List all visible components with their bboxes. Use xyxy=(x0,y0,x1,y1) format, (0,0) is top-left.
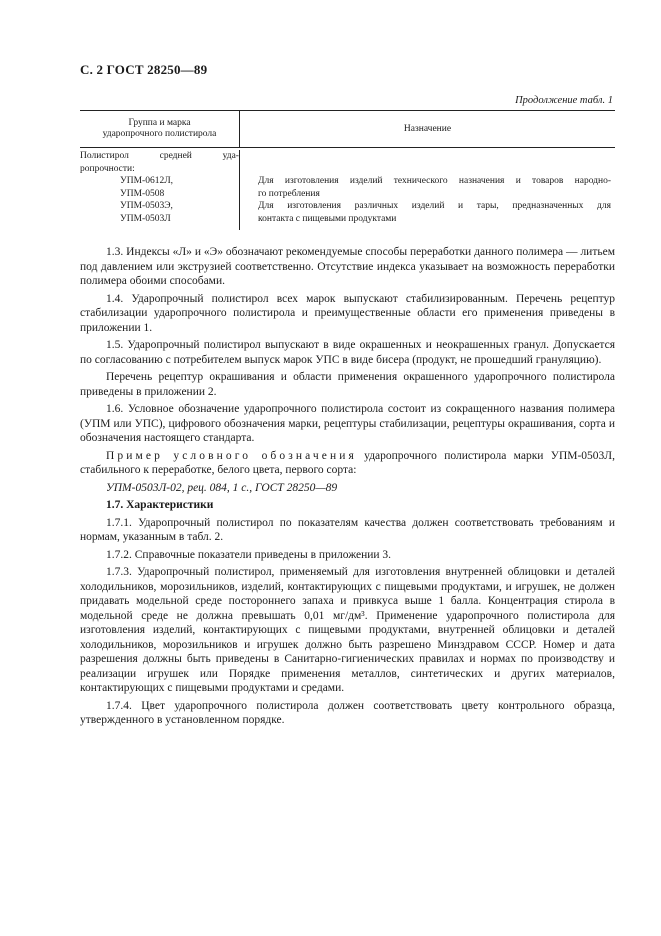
group-line2: ропрочности: xyxy=(80,163,135,174)
mark-item: УПМ-0508 xyxy=(120,188,165,199)
table-header xyxy=(80,110,615,148)
paragraph-1-3: 1.3. Индексы «Л» и «Э» обозначают рекомендуемые способы переработки данного полимера — литьем под давлением или экструзией соответственно. Отсутствие индекса указывает на возможность переработки полимера обоими способами. xyxy=(80,246,615,287)
purpose-2-line1: Для изготовления различных изделий и тары, предназначенных для xyxy=(258,201,611,212)
table-1-continuation xyxy=(80,110,615,230)
group-word-2: средней xyxy=(159,151,192,161)
purpose-2-line2: контакта с пищевыми продуктами xyxy=(258,213,397,224)
header-group-column xyxy=(80,111,240,147)
mark-item: УПМ-0503Э, xyxy=(120,201,173,212)
paragraph-1-4: 1.4. Ударопрочный полистирол всех марок выпускают стабилизированным. Перечень рецептур стабилизации ударопрочного полистирола и преимущественные области его применения приведены в приложении 1. xyxy=(80,292,615,334)
table-body xyxy=(80,148,615,230)
purpose-1-line1: Для изготовления изделий технического назначения и товаров народно- xyxy=(258,176,611,186)
paragraph-1-7-3: 1.7.3. Ударопрочный полистирол, применяемый для изготовления внутренней облицовки и деталей холодильников, морозильников, изделий, контактирующих с пищевыми продуктами, и игрушек, не должен придавать модельной среде постороннего запаха и привкуса выше 1 балла. Концентрация стирола в модельной среде не должна превышать 0,01 мг/дм³. Применение ударопрочного полистирола для изготовления изделий, контактирующих с пищевыми продуктами, внутренней облицовки и деталей холодильников, морозильников и игрушек должно быть разрешено Минздравом СССР. Номер и дата разрешения должны быть приведены в Санитарно-гигиенических правилах и нормах по производству и реализации игрушек или Порядке применения металлов, синтетических и других материалов, контактирующих с пищевыми продуктами и средами. xyxy=(80,566,615,694)
header-group-line1: Группа и марка xyxy=(128,117,191,128)
paragraph-1-5: 1.5. Ударопрочный полистирол выпускают в виде окрашенных и неокрашенных гранул. Допускается по согласованию с потребителем выпуск марок УПС в виде бисера (продукт, не прошедший грануляцию). xyxy=(80,339,615,366)
page-title: С. 2 ГОСТ 28250—89 xyxy=(80,62,208,77)
example-label: Пример условного обозначения xyxy=(106,449,357,462)
section-1-7-title: 1.7. Характеристики xyxy=(106,499,214,511)
group-line1 xyxy=(80,150,239,163)
paragraph-1-7-4: 1.7.4. Цвет ударопрочного полистирола должен соответствовать цвету контрольного образца, утвержденного в установленном порядке. xyxy=(80,699,615,726)
header-group-line2: ударопрочного полистирола xyxy=(102,129,217,139)
body-text xyxy=(80,245,615,731)
example-text: ударопрочного полистирола марки УПМ-0503Л, стабильного к переработке, белого цвета, первого сорта: xyxy=(80,449,615,476)
paragraph-1-7-2: 1.7.2. Справочные показатели приведены в приложении 3. xyxy=(106,548,392,561)
group-word-1: Полистирол xyxy=(80,151,129,161)
purpose-cell xyxy=(240,150,615,230)
group-word-3: уда- xyxy=(222,151,239,161)
paragraph-1-5-b: Перечень рецептур окрашивания и области применения окрашенного ударопрочного полистирола приведены в приложении 2. xyxy=(80,371,615,398)
header-purpose-column: Назначение xyxy=(403,123,452,134)
table-continuation-label: Продолжение табл. 1 xyxy=(515,95,613,106)
mark-item: УПМ-0503Л xyxy=(120,213,171,224)
example-designation: УПМ-0503Л-02, рец. 084, 1 с., ГОСТ 28250—89 xyxy=(106,481,338,494)
purpose-1-line2: го потребления xyxy=(258,188,320,199)
paragraph-1-7-1: 1.7.1. Ударопрочный полистирол по показателям качества должен соответствовать требованиям и нормам, указанным в табл. 2. xyxy=(80,516,615,543)
group-cell xyxy=(80,150,240,230)
mark-item: УПМ-0612Л, xyxy=(120,176,174,187)
paragraph-example xyxy=(80,449,615,478)
paragraph-1-6: 1.6. Условное обозначение ударопрочного полистирола состоит из сокращенного названия полимера (УПМ или УПС), цифрового обозначения марки, рецептуры стабилизации, рецептуры окрашивания, сорта и обозначения настоящего стандарта. xyxy=(80,403,615,444)
